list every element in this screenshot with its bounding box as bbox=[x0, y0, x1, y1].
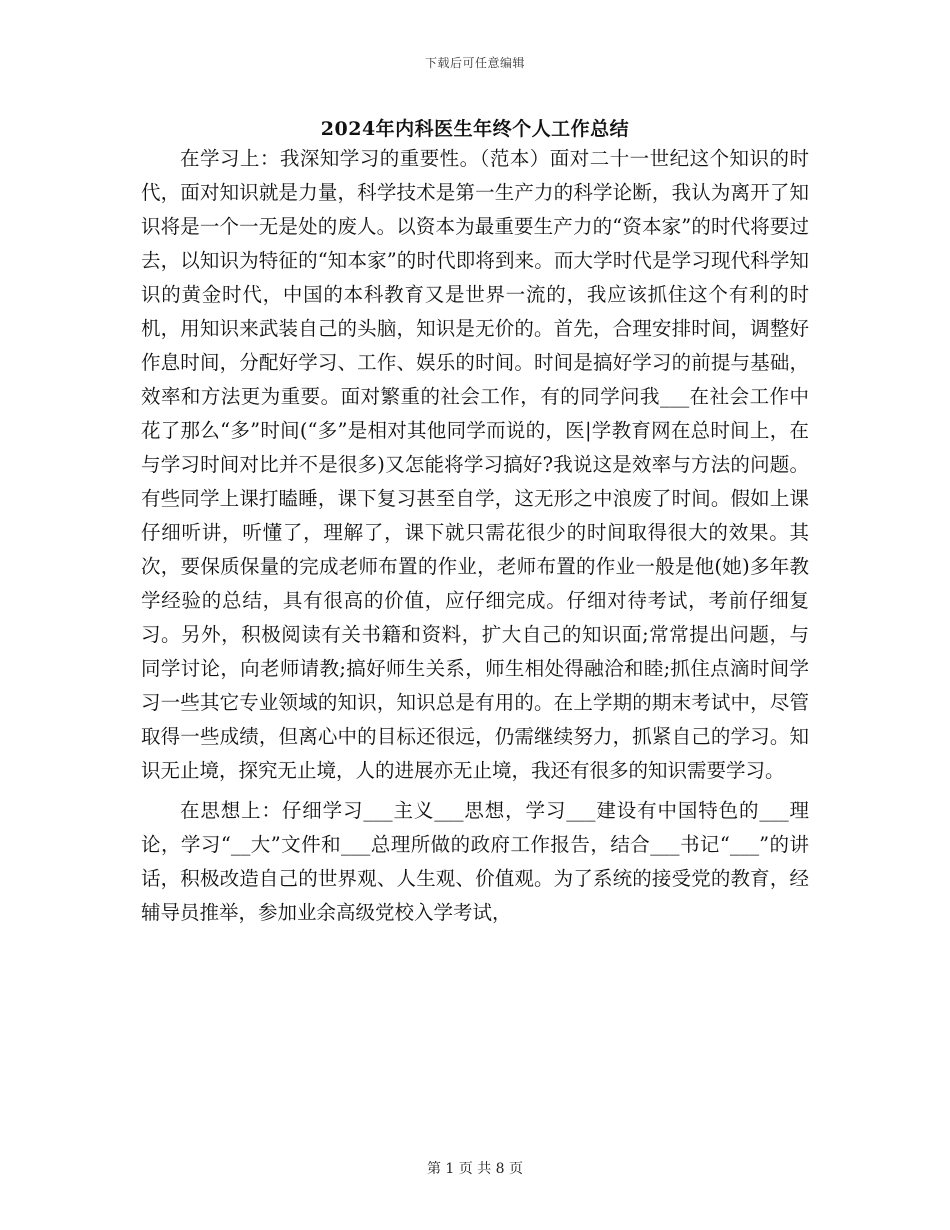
document-title: 2024年内科医生年终个人工作总结 bbox=[320, 118, 630, 140]
header-note: 下载后可任意编辑 bbox=[424, 56, 525, 70]
page-number: 第 1 页 共 8 页 bbox=[426, 1161, 524, 1177]
document-body bbox=[141, 142, 809, 936]
paragraph-study: 在学习上：我深知学习的重要性。（范本）面对二十一世纪这个知识的时代，面对知识就是力量，科学技术是第一生产力的科学论断，我认为离开了知识将是一个一无是处的废人。以资本为最重要生产力的“资本家”的时代将要过去，以知识为特征的“知本家”的时代即将到来。而大学时代是学习现代科学知识的黄金时代，中国的本科教育又是世界一流的，我应该抓住这个有利的时机，用知识来武装自己的头脑，知识是无价的。首先，合理安排时间，调整好作息时间，分配好学习、工作、娱乐的时间。时间是搞好学习的前提与基础，效率和方法更为重要。面对繁重的社会工作，有的同学问我___在社会工作中花了那么“多”时间(“多”是相对其他同学而说的，医|学教育网在总时间上，在与学习时间对比并不是很多)又怎能将学习搞好?我说这是效率与方法的问题。有些同学上课打瞌睡，课下复习甚至自学，这无形之中浪废了时间。假如上课仔细听讲，听懂了，理解了，课下就只需花很少的时间取得很大的效果。其次，要保质保量的完成老师布置的作业，老师布置的作业一般是他(她)多年教学经验的总结，具有很高的价值，应仔细完成。仔细对待考试，考前仔细复习。另外，积极阅读有关书籍和资料，扩大自己的知识面;常常提出问题，与同学讨论，向老师请教;搞好师生关系，师生相处得融洽和睦;抓住点滴时间学习一些其它专业领域的知识，知识总是有用的。在上学期的期末考试中，尽管取得一些成绩，但离心中的目标还很远，仍需继续努力，抓紧自己的学习。知识无止境，探究无止境，人的进展亦无止境，我还有很多的知识需要学习。 bbox=[141, 147, 809, 782]
paragraph-thought: 在思想上：仔细学习___主义___思想，学习___建设有中国特色的___理论，学习“__大”文件和___总理所做的政府工作报告，结合___书记“___”的讲话，积极改造自己的世界观、人生观、价值观。为了系统的接受党的教育，经辅导员推举，参加业余高级党校入学考试， bbox=[141, 799, 809, 924]
